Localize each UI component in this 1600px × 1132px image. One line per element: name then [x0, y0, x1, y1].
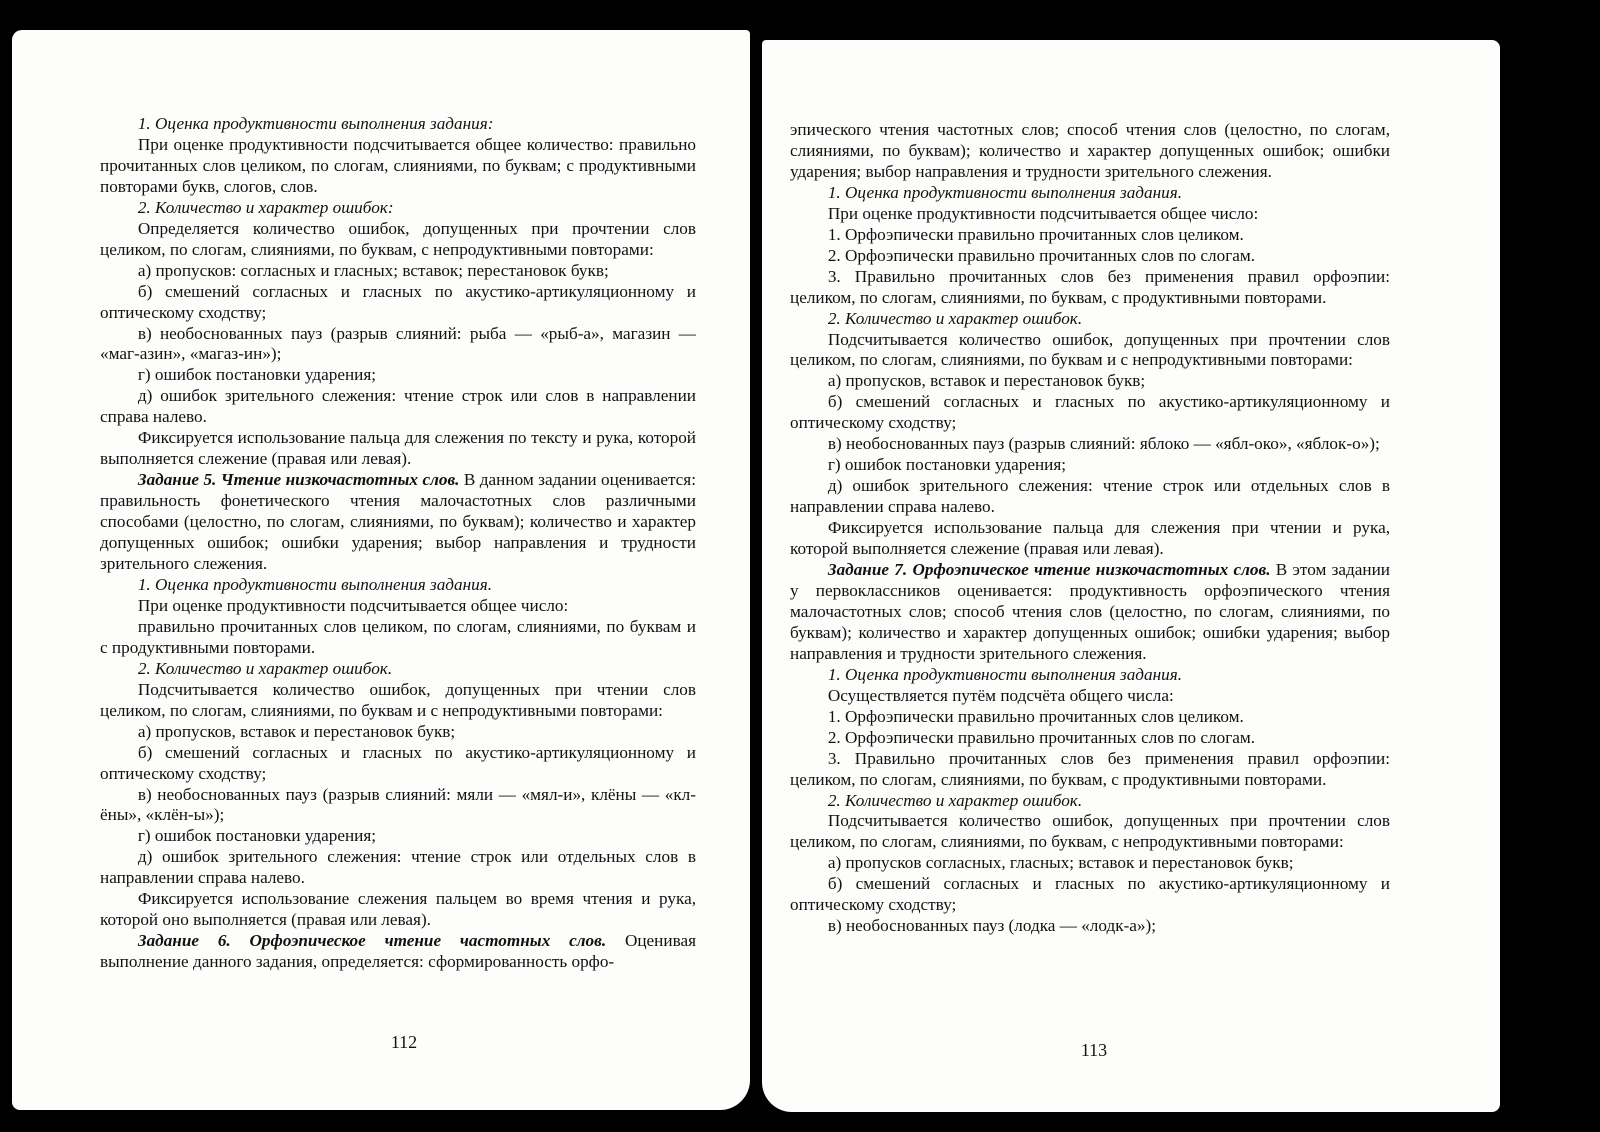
paragraph: Осуществляется путём подсчёта общего числа:	[827, 685, 1174, 705]
paragraph: 1. Оценка продуктивности выполнения задания.	[827, 182, 1183, 202]
paragraph: Фиксируется использование пальца для слежения по тексту и рука, которой выполняется слежение (правая или левая).	[100, 428, 696, 469]
paragraph: а) пропусков согласных, гласных; вставок и перестановок букв;	[827, 853, 1294, 873]
left-page-text	[100, 114, 696, 973]
paragraph: в) необоснованных пауз (разрыв слияний: яблоко — «ябл-око», «яблок-о»);	[827, 434, 1380, 454]
paragraph: Подсчитывается количество ошибок, допущенных при прочтении слов целиком, по слогам, слияниями, по буквам и с непродуктивными повторами:	[790, 329, 1390, 370]
paragraph: 2. Орфоэпически правильно прочитанных слов по слогам.	[827, 245, 1256, 265]
paragraph: д) ошибок зрительного слежения: чтение строк или слов в направлении справа налево.	[100, 386, 696, 427]
paragraph: 1. Оценка продуктивности выполнения задания:	[137, 114, 494, 133]
paragraph: При оценке продуктивности подсчитывается общее число:	[137, 595, 569, 615]
paragraph: Подсчитывается количество ошибок, допущенных при чтении слов целиком, по слогам, слияниями, по буквам и с непродуктивными повторами:	[100, 679, 696, 720]
task-description: Оценивая выполнение данного задания, определяется: сформированность орфо-	[100, 931, 697, 972]
paragraph: б) смешений согласных и гласных по акустико-артикуляционному и оптическому сходству;	[790, 392, 1390, 433]
paragraph: Подсчитывается количество ошибок, допущенных при прочтении слов целиком, по слогам, слияниями, по буквам, с непродуктивными повторами:	[790, 811, 1390, 852]
task-title: Задание 6. Орфоэпическое чтение частотных слов.	[137, 931, 607, 951]
task-description: В этом задании у первоклассников оценивается: продуктивность орфоэпического чтения малочастотных слов; способ чтения слов (целостно, по слогам, слияниями, по буквам); количество и характер допущенных ошибок; ошибки ударения; выбор направления и трудности зрительного слежения.	[790, 560, 1390, 663]
paragraph: Фиксируется использование слежения пальцем во время чтения и рука, которой оно выполняется (правая или левая).	[100, 889, 696, 930]
paragraph: 3. Правильно прочитанных слов без применения правил орфоэпии: целиком, по слогам, слияниями, по буквам, с продуктивными повторами.	[790, 748, 1390, 789]
paragraph: Определяется количество ошибок, допущенных при прочтении слов целиком, по слогам, слияниями, по буквам, с непродуктивными повторами:	[100, 218, 696, 259]
paragraph: в) необоснованных пауз (разрыв слияний: рыба — «рыб-а», магазин — «маг-азин», «магаз-ин»);	[100, 323, 696, 364]
task-paragraph	[790, 560, 1390, 665]
page-number: 113	[1080, 1040, 1108, 1060]
paragraph: г) ошибок постановки ударения;	[137, 826, 377, 846]
paragraph: 2. Количество и характер ошибок.	[137, 658, 393, 678]
paragraph: в) необоснованных пауз (лодка — «лодк-а»);	[827, 916, 1157, 936]
paragraph: б) смешений согласных и гласных по акустико-артикуляционному и оптическому сходству;	[100, 281, 696, 322]
task-paragraph	[100, 931, 696, 973]
right-page-text	[790, 120, 1390, 937]
task-title: Задание 7. Орфоэпическое чтение низкочастотных слов.	[827, 560, 1271, 580]
right-page	[762, 40, 1500, 1112]
paragraph: 2. Количество и характер ошибок:	[137, 197, 394, 217]
paragraph: а) пропусков, вставок и перестановок букв;	[827, 371, 1146, 391]
paragraph: а) пропусков: согласных и гласных; вставок; перестановок букв;	[137, 260, 609, 280]
paragraph: эпического чтения частотных слов; способ чтения слов (целостно, по слогам, слияниями, по буквам); количество и характер допущенных ошибок; ошибки ударения; выбор направления и трудности зрительного слежения.	[790, 120, 1390, 181]
paragraph: При оценке продуктивности подсчитывается общее число:	[827, 203, 1259, 223]
paragraph: 2. Орфоэпически правильно прочитанных слов по слогам.	[827, 727, 1256, 747]
paragraph: 2. Количество и характер ошибок.	[827, 308, 1083, 328]
paragraph: в) необоснованных пауз (разрыв слияний: мяли — «мял-и», клёны — «кл-ёны», «клён-ы»);	[100, 784, 696, 825]
paragraph: 2. Количество и характер ошибок.	[827, 790, 1083, 810]
paragraph: Фиксируется использование пальца для слежения при чтении и рука, которой выполняется слежение (правая или левая).	[790, 518, 1390, 559]
paragraph: 1. Орфоэпически правильно прочитанных слов целиком.	[827, 224, 1244, 244]
paragraph: 1. Оценка продуктивности выполнения задания.	[137, 574, 493, 594]
paragraph: д) ошибок зрительного слежения: чтение строк или отдельных слов в направлении справа налево.	[790, 476, 1390, 517]
paragraph: г) ошибок постановки ударения;	[827, 455, 1067, 475]
book-spine	[750, 30, 762, 1110]
paragraph: 1. Оценка продуктивности выполнения задания.	[827, 664, 1183, 684]
paragraph: правильно прочитанных слов целиком, по слогам, слияниями, по буквам и с продуктивными повторами.	[100, 616, 696, 657]
task-description: В данном задании оценивается: правильность фонетического чтения малочастотных слов различными способами (целостно, по слогам, слияниями, по буквам); количество и характер допущенных ошибок; ошибки ударения; выбор направления и трудности зрительного слежения.	[100, 470, 696, 574]
paragraph: б) смешений согласных и гласных по акустико-артикуляционному и оптическому сходству;	[790, 874, 1390, 915]
page-number: 112	[390, 1032, 418, 1052]
paragraph: г) ошибок постановки ударения;	[137, 365, 377, 385]
task-title: Задание 5. Чтение низкочастотных слов.	[137, 470, 460, 490]
task-paragraph	[100, 470, 696, 575]
paragraph: а) пропусков, вставок и перестановок букв;	[137, 721, 456, 741]
paragraph: 3. Правильно прочитанных слов без применения правил орфоэпии: целиком, по слогам, слияниями, по буквам, с продуктивными повторами.	[790, 266, 1390, 307]
paragraph: При оценке продуктивности подсчитывается общее количество: правильно прочитанных слов целиком, по слогам, слияниями, по буквам; с продуктивными повторами букв, слогов, слов.	[100, 134, 696, 196]
paragraph: 1. Орфоэпически правильно прочитанных слов целиком.	[827, 706, 1244, 726]
paragraph: д) ошибок зрительного слежения: чтение строк или отдельных слов в направлении справа налево.	[100, 847, 696, 888]
paragraph: б) смешений согласных и гласных по акустико-артикуляционному и оптическому сходству;	[100, 742, 696, 783]
left-page	[12, 30, 750, 1110]
